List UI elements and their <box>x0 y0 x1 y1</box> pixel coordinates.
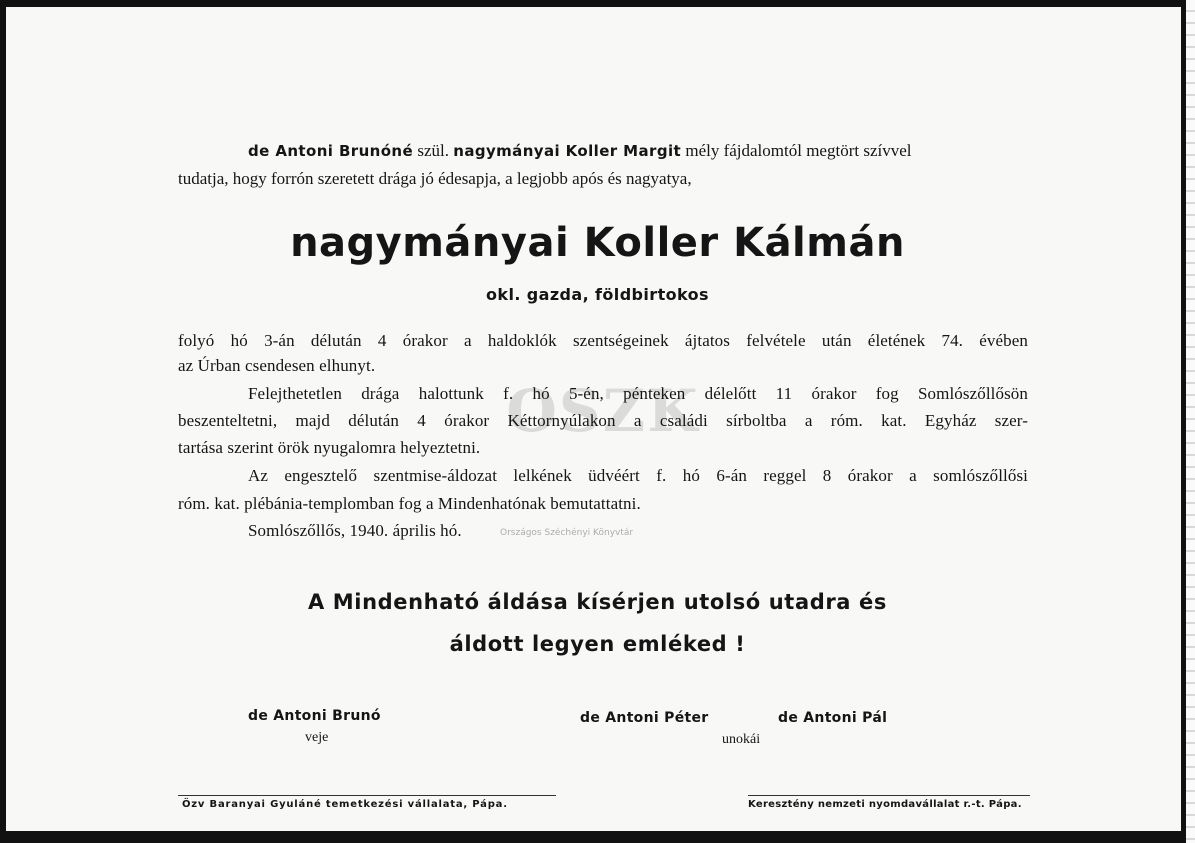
relation-son-in-law: veje <box>305 730 329 745</box>
watermark-logo: OSZK <box>506 377 700 445</box>
body-line-4: beszenteltetni, majd délután 4 órakor Kéttornyúlakon a családi sírboltba a róm. kat. Egyház szer- <box>178 411 1028 430</box>
blessing-line-1: A Mindenható áldása kísérjen utolsó utadra és <box>308 590 887 614</box>
deceased-name: nagymányai Koller Kálmán <box>290 220 905 266</box>
watermark-caption: Országos Széchényi Könyvtár <box>500 528 634 538</box>
body-line-5: tartása szerint örök nyugalomra helyeztetni. <box>178 438 481 457</box>
body-line-7: róm. kat. plébánia-templomban fog a Mindenhatónak bemutattatni. <box>178 494 641 513</box>
body-line-1: folyó hó 3-án délután 4 órakor a haldoklók szentségeinek ájtatos felvétele után életének 74. évében <box>178 331 1028 350</box>
footer-rule-left <box>178 795 556 796</box>
signature-grandchild-1: de Antoni Péter <box>580 710 709 726</box>
maiden-name: nagymányai Koller Margit <box>453 142 682 160</box>
intro-text-2: mély fájdalomtól megtört szívvel <box>681 141 912 160</box>
intro-line-1 <box>248 141 911 161</box>
body-line-3: Felejthetetlen drága halottunk f. hó 5-én, pénteken délelőtt 11 órakor fog Somlószőllősön <box>248 384 1028 403</box>
place-and-date: Somlószőllős, 1940. április hó. <box>248 521 462 540</box>
announcer-name: de Antoni Brunóné <box>248 142 414 160</box>
deceased-title: okl. gazda, földbirtokos <box>486 285 709 304</box>
blessing-line-2: áldott legyen emléked ! <box>449 632 746 656</box>
page-edge <box>1186 0 1195 843</box>
intro-line-2: tudatja, hogy forrón szeretett drága jó édesapja, a legjobb após és nagyatya, <box>178 169 692 188</box>
intro-text-1: szül. <box>413 141 454 160</box>
signature-son-in-law: de Antoni Brunó <box>248 708 381 724</box>
body-line-6: Az engesztelő szentmise-áldozat lelkének üdvéért f. hó 6-án reggel 8 órakor a somlószőllősi <box>248 466 1028 485</box>
signature-grandchild-2: de Antoni Pál <box>778 710 888 726</box>
footer-undertaker: Özv Baranyai Gyuláné temetkezési vállalata, Pápa. <box>182 799 508 810</box>
footer-rule-right <box>748 795 1030 796</box>
footer-printer: Keresztény nemzeti nyomdavállalat r.-t. Pápa. <box>748 799 1022 810</box>
body-line-2: az Úrban csendesen elhunyt. <box>178 356 376 375</box>
relation-grandchildren: unokái <box>722 732 761 747</box>
